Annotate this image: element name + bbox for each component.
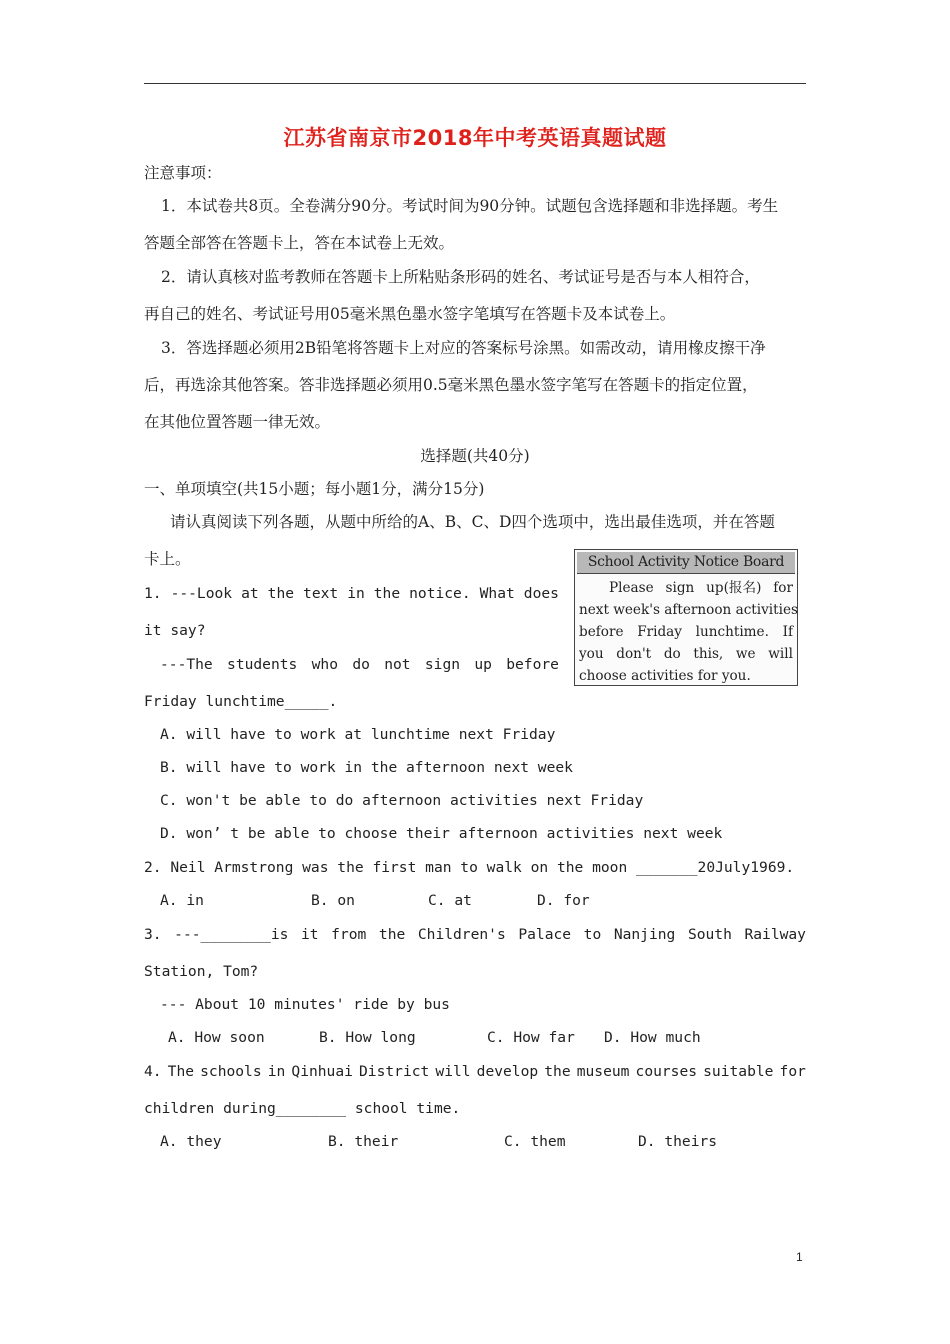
part-1-heading: 一、单项填空(共15小题；每小题1分，满分15分) <box>144 480 485 498</box>
q2-option-b: B. on <box>311 892 355 909</box>
q3-stem-word: from <box>331 926 367 943</box>
q1-option-b: B. will have to work in the afternoon next week <box>160 759 573 776</box>
q4-stem-line-2: children during________ school time. <box>144 1100 461 1117</box>
q3-stem-word: the <box>378 926 406 943</box>
top-rule <box>144 83 806 84</box>
q3-answer-line: --- About 10 minutes' ride by bus <box>160 996 450 1013</box>
notice-board-word: Friday <box>637 624 682 640</box>
q1-stem-word: up <box>474 656 492 673</box>
q1-stem-word: do <box>352 656 370 673</box>
q1-stem-word: 1. <box>144 585 162 602</box>
q1-stem-word: not <box>384 656 411 673</box>
notice-board-word: do <box>663 646 681 662</box>
notes-heading: 注意事项： <box>144 164 222 182</box>
notice-board-word: you <box>579 646 604 662</box>
q1-stem-line-3 <box>160 655 559 675</box>
q2-option-d: D. for <box>537 892 590 909</box>
notice-board-body <box>575 574 797 687</box>
q1-stem-word: text <box>303 585 339 602</box>
q4-stem-word: District <box>359 1063 430 1080</box>
q4-stem-word: will <box>435 1063 471 1080</box>
q4-stem-word: the <box>544 1063 571 1080</box>
q4-stem-word: courses <box>635 1063 698 1080</box>
note-3-line-1: 3．答选择题必须用2B铅笔将答题卡上对应的答案标号涂黑。如需改动，请用橡皮擦干净 <box>161 339 766 357</box>
notice-board-word: sign <box>665 580 695 596</box>
notice-board-word: will <box>768 646 793 662</box>
q3-stem-word: it <box>301 926 319 943</box>
page-number: 1 <box>796 1250 803 1264</box>
q4-option-a: A. they <box>160 1133 222 1150</box>
notice-board-line <box>579 643 793 665</box>
q4-option-b: B. their <box>328 1133 399 1150</box>
q3-stem-word: ---________is <box>174 926 289 943</box>
note-2-line-2: 再自己的姓名、考试证号用05毫米黑色墨水签字笔填写在答题卡及本试卷上。 <box>144 305 676 323</box>
q1-stem-line-2: it say? <box>144 622 206 639</box>
q4-stem-word: develop <box>476 1063 539 1080</box>
notice-board-word: Please <box>609 580 654 596</box>
notice-board-word: up(报名) <box>706 580 762 596</box>
q1-option-c: C. won't be able to do afternoon activities next Friday <box>160 792 644 809</box>
notice-board-word: If <box>782 624 793 640</box>
note-1-line-1: 1．本试卷共8页。全卷满分90分。考试时间为90分钟。试题包含选择题和非选择题。考生 <box>161 197 779 215</box>
q1-stem-word: in <box>347 585 365 602</box>
q3-option-c: C. How far <box>487 1029 575 1046</box>
instructions-line-2: 卡上。 <box>144 550 191 568</box>
notice-board-word: choose activities for you. <box>579 668 751 684</box>
q4-stem-word: Qinhuai <box>291 1063 353 1080</box>
q1-stem-word: the <box>267 585 295 602</box>
q4-stem-word: schools <box>200 1063 262 1080</box>
q1-option-d: D. won’ t be able to choose their afternoon activities next week <box>160 825 723 842</box>
q1-stem-word: ---Look <box>170 585 233 602</box>
q3-stem-line-1 <box>144 925 806 945</box>
notice-board-line <box>579 621 793 643</box>
notice-board-word: we <box>735 646 756 662</box>
instructions-line-1: 请认真阅读下列各题，从题中所给的A、B、C、D四个选项中，选出最佳选项，并在答题 <box>170 513 775 531</box>
notice-board-word: don't <box>616 646 652 662</box>
notice-board-header: School Activity Notice Board <box>577 552 795 574</box>
q3-stem-word: Nanjing <box>613 926 676 943</box>
q1-stem-word: notice. <box>409 585 471 602</box>
q3-stem-line-2: Station, Tom? <box>144 963 259 980</box>
q1-stem-line-4: Friday lunchtime_____. <box>144 693 338 710</box>
notice-board-word: lunchtime. <box>695 624 769 640</box>
q4-option-d: D. theirs <box>638 1133 718 1150</box>
q3-stem-word: South <box>687 926 732 943</box>
q4-stem-word: The <box>167 1063 195 1080</box>
q1-stem-word: the <box>373 585 401 602</box>
q4-stem-line-1 <box>144 1062 806 1082</box>
q3-stem-word: 3. <box>144 926 162 943</box>
q3-option-b: B. How long <box>319 1029 416 1046</box>
q2-stem: 2. Neil Armstrong was the first man to walk on the moon _______20July1969. <box>144 859 795 876</box>
notice-board-word: next week's afternoon activities <box>579 602 798 618</box>
note-3-line-2: 后，再选涂其他答案。答非选择题必须用0.5毫米黑色墨水签字笔写在答题卡的指定位置， <box>144 376 758 394</box>
notice-board-word: before <box>579 624 624 640</box>
notice-board-word: this, <box>693 646 724 662</box>
q3-stem-word: Railway <box>744 926 806 943</box>
q3-stem-word: to <box>583 926 602 943</box>
q4-option-c: C. them <box>504 1133 566 1150</box>
q4-stem-word: 4. <box>144 1063 162 1080</box>
q1-stem-word: does <box>523 585 559 602</box>
q1-stem-word: What <box>479 585 515 602</box>
q3-option-d: D. How much <box>604 1029 701 1046</box>
section-heading: 选择题(共40分) <box>420 447 530 465</box>
q1-stem-word: at <box>241 585 259 602</box>
page-title: 江苏省南京市2018年中考英语真题试题 <box>283 126 667 150</box>
q1-option-a: A. will have to work at lunchtime next Friday <box>160 726 556 743</box>
q4-stem-word: suitable <box>703 1063 774 1080</box>
notice-board-line <box>579 665 793 687</box>
q3-stem-word: Children's <box>417 926 506 943</box>
note-2-line-1: 2．请认真核对监考教师在答题卡上所粘贴条形码的姓名、考试证号是否与本人相符合， <box>161 268 760 286</box>
q1-stem-line-1 <box>144 584 559 604</box>
notice-board-image <box>574 549 798 686</box>
q2-option-a: A. in <box>160 892 204 909</box>
q1-stem-word: ---The <box>160 656 213 673</box>
q4-stem-word: museum <box>576 1063 630 1080</box>
q4-stem-word: in <box>267 1063 286 1080</box>
notice-board-line <box>579 599 798 621</box>
q1-stem-word: sign <box>424 656 461 673</box>
q1-stem-word: before <box>506 656 559 673</box>
q3-stem-word: Palace <box>518 926 572 943</box>
q3-option-a: A. How soon <box>168 1029 265 1046</box>
q2-option-c: C. at <box>428 892 472 909</box>
q4-stem-word: for <box>779 1063 806 1080</box>
notice-board-word: for <box>773 580 793 596</box>
notice-board-line <box>579 577 793 599</box>
q1-stem-word: students <box>227 656 298 673</box>
q1-stem-word: who <box>311 656 338 673</box>
note-1-line-2: 答题全部答在答题卡上，答在本试卷上无效。 <box>144 234 455 252</box>
note-3-line-3: 在其他位置答题一律无效。 <box>144 413 331 431</box>
